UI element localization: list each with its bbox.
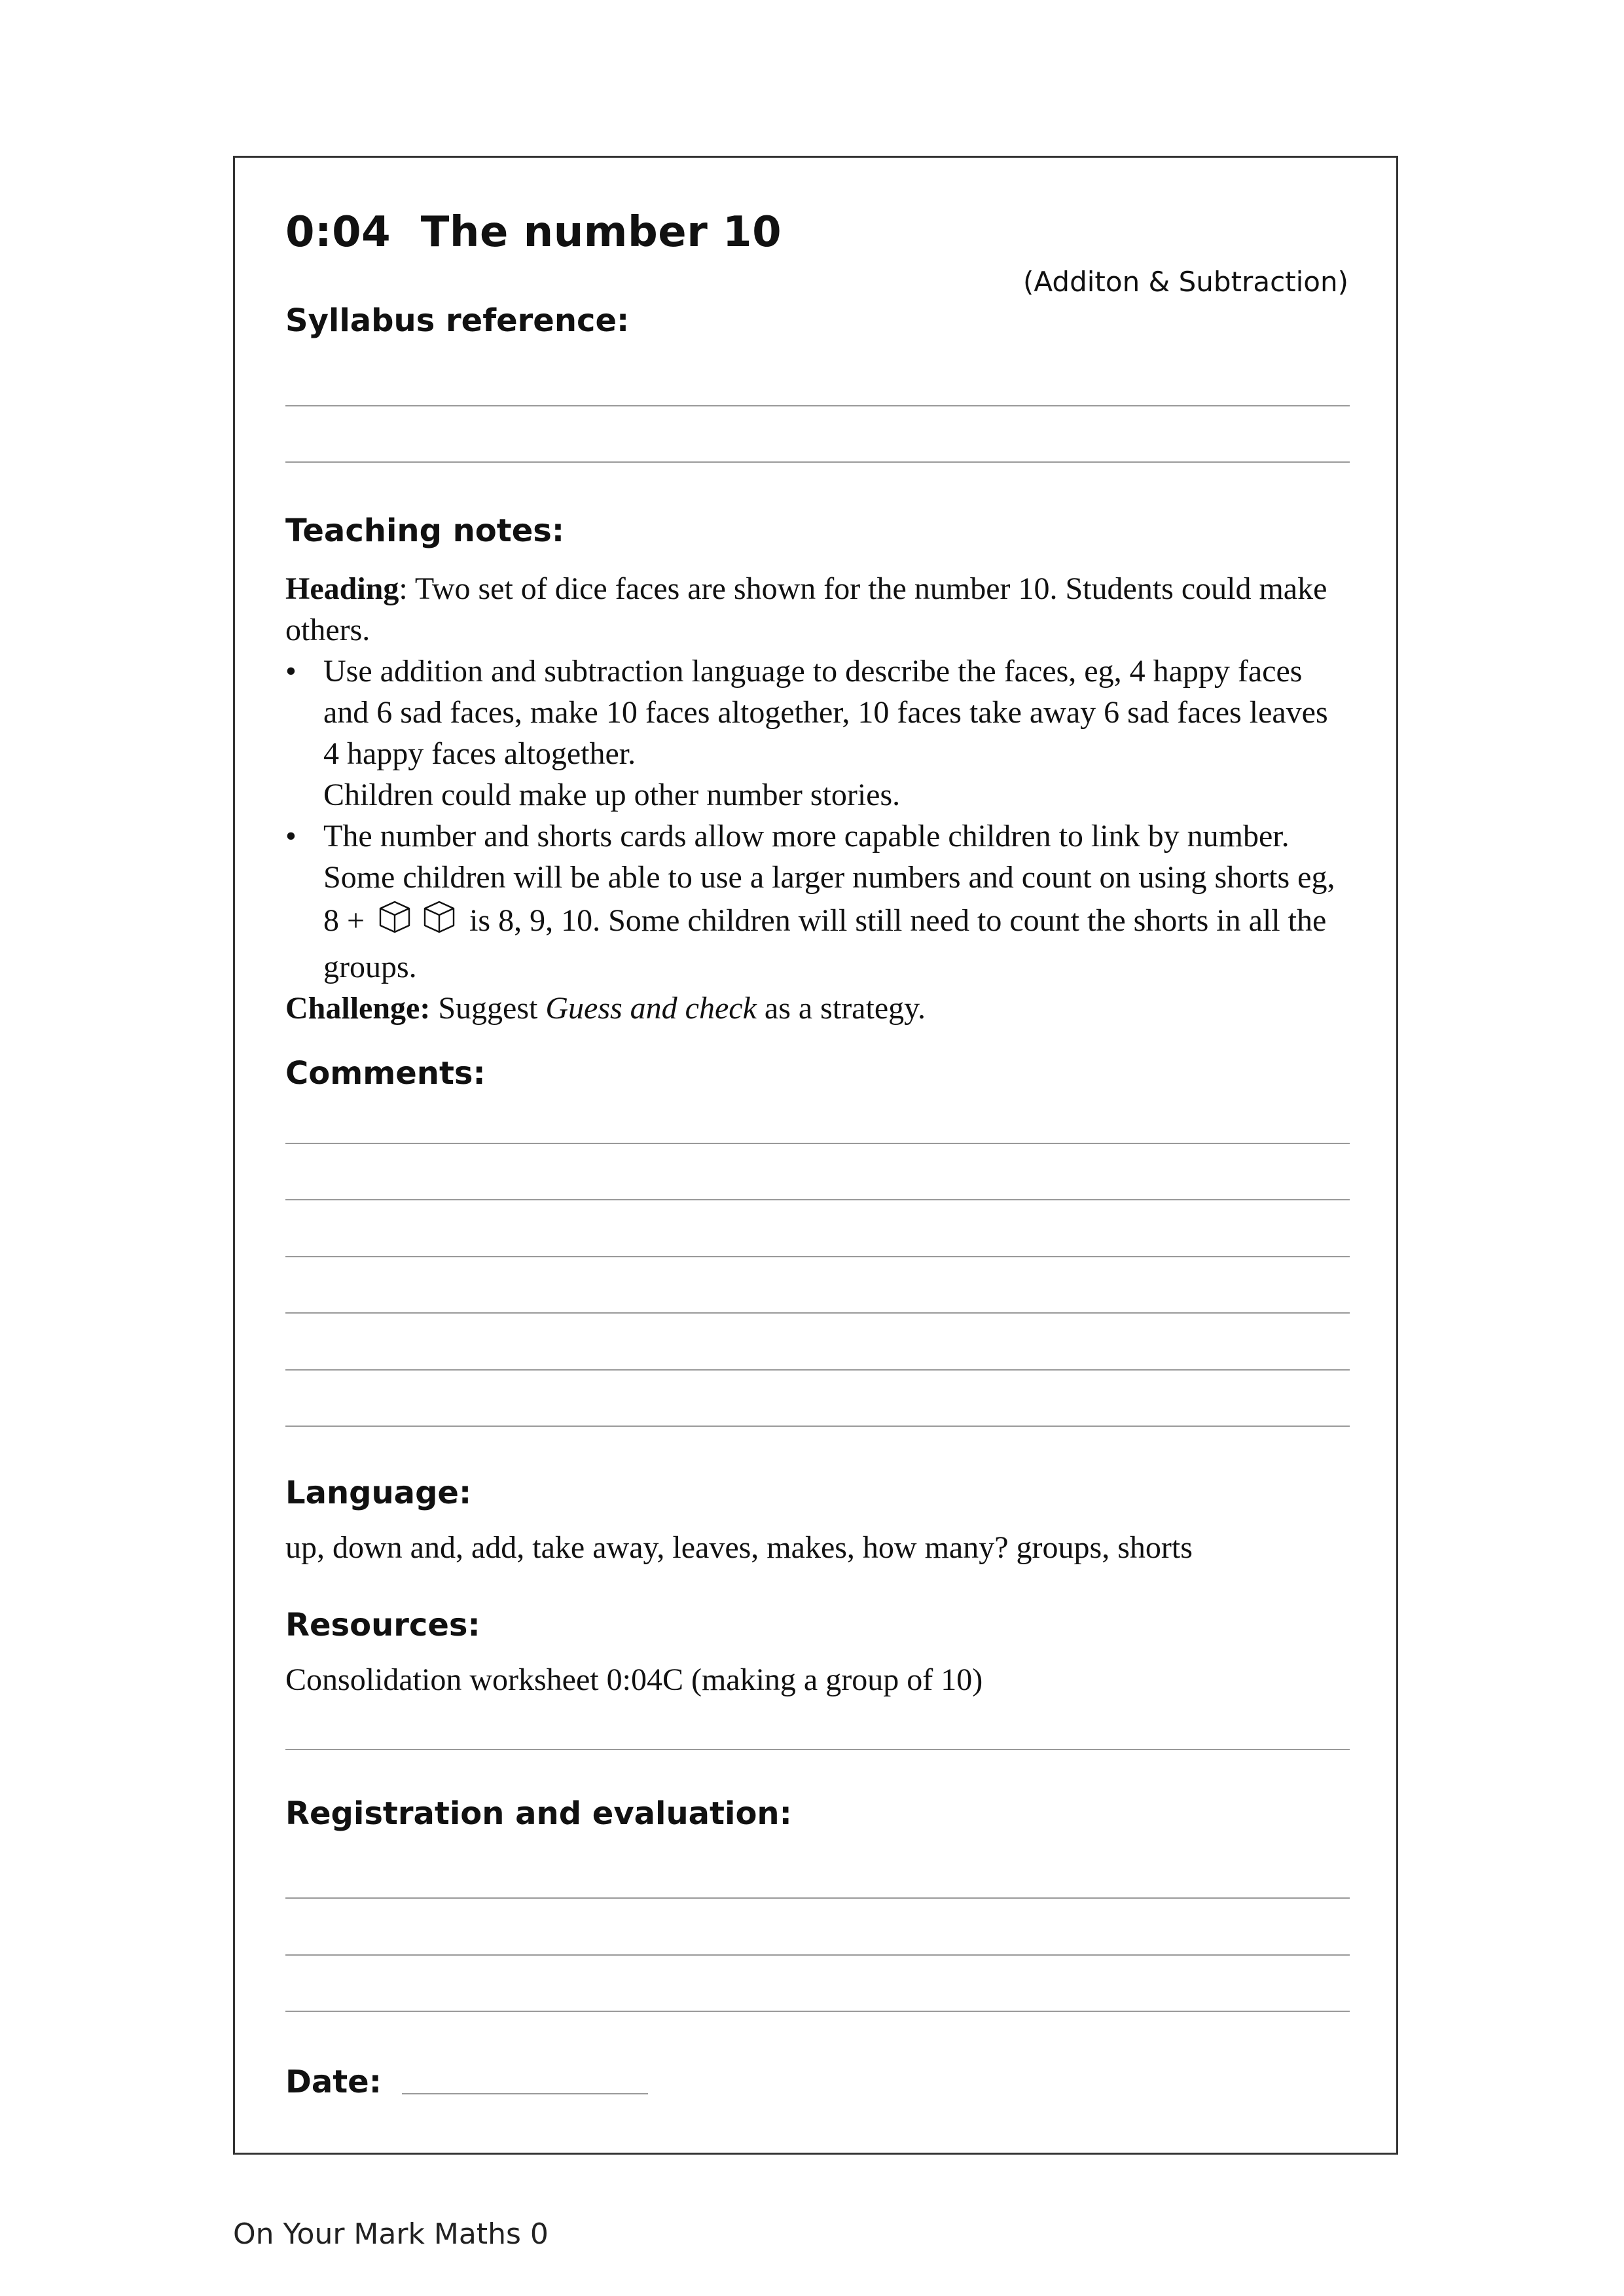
resources-heading: Resources: [285, 1607, 480, 1643]
page-frame [233, 156, 1398, 2155]
heading-label: Heading [285, 571, 399, 606]
registration-line[interactable] [285, 1954, 1350, 1956]
challenge-label: Challenge: [285, 991, 431, 1026]
page-footer: On Your Mark Maths 0 [233, 2217, 549, 2251]
syllabus-heading: Syllabus reference: [285, 302, 630, 339]
registration-line[interactable] [285, 2011, 1350, 2012]
challenge-note [285, 988, 1350, 1029]
date-label: Date: [285, 2064, 382, 2100]
syllabus-line[interactable] [285, 405, 1350, 406]
resources-line[interactable] [285, 1749, 1350, 1750]
list-item [285, 816, 1350, 988]
challenge-text: as a strategy. [756, 991, 926, 1026]
registration-line[interactable] [285, 1897, 1350, 1899]
teaching-notes-body [285, 568, 1350, 1029]
comments-line[interactable] [285, 1256, 1350, 1257]
heading-text: : Two set of dice faces are shown for the number 10. Students could make others. [285, 571, 1327, 647]
bullet-text: Use addition and subtraction language to describe the faces, eg, 4 happy faces and 6 sad faces, make 10 faces altogether, 10 faces take away 6 sad faces leaves 4 happy faces altogether. [323, 654, 1328, 771]
resources-text: Consolidation worksheet 0:04C (making a group of 10) [285, 1662, 983, 1697]
comments-line[interactable] [285, 1143, 1350, 1144]
cube-icon [420, 898, 459, 946]
language-text: up, down and, add, take away, leaves, makes, how many? groups, shorts [285, 1530, 1193, 1565]
bullet-text: is 8, 9, 10. Some children will still need to count the shorts in all the groups. [323, 903, 1327, 984]
bullet-marker: • [285, 654, 297, 689]
comments-line[interactable] [285, 1426, 1350, 1427]
cube-icon [375, 898, 414, 946]
page-title: 0:04 The number 10 [285, 208, 782, 257]
challenge-strategy: Guess and check [545, 991, 757, 1026]
comments-line[interactable] [285, 1369, 1350, 1371]
teaching-notes-heading: Teaching notes: [285, 512, 565, 549]
language-heading: Language: [285, 1475, 472, 1511]
heading-note [285, 568, 1350, 651]
notes-list [285, 651, 1350, 988]
date-field[interactable] [402, 2093, 648, 2094]
challenge-text: Suggest [430, 991, 546, 1026]
list-item [285, 651, 1350, 816]
syllabus-line[interactable] [285, 461, 1350, 463]
topic-category: (Additon & Subtraction) [1023, 266, 1348, 298]
bullet-text: Children could make up other number stories. [323, 778, 901, 812]
bullet-marker: • [285, 819, 297, 853]
registration-heading: Registration and evaluation: [285, 1795, 792, 1832]
comments-heading: Comments: [285, 1055, 486, 1092]
comments-line[interactable] [285, 1199, 1350, 1200]
bullet-text: The number and shorts cards allow more capable children to link by number. Some children will be able to use a larger numbers and count on using shorts eg, 8 + [323, 819, 1335, 938]
comments-line[interactable] [285, 1312, 1350, 1314]
